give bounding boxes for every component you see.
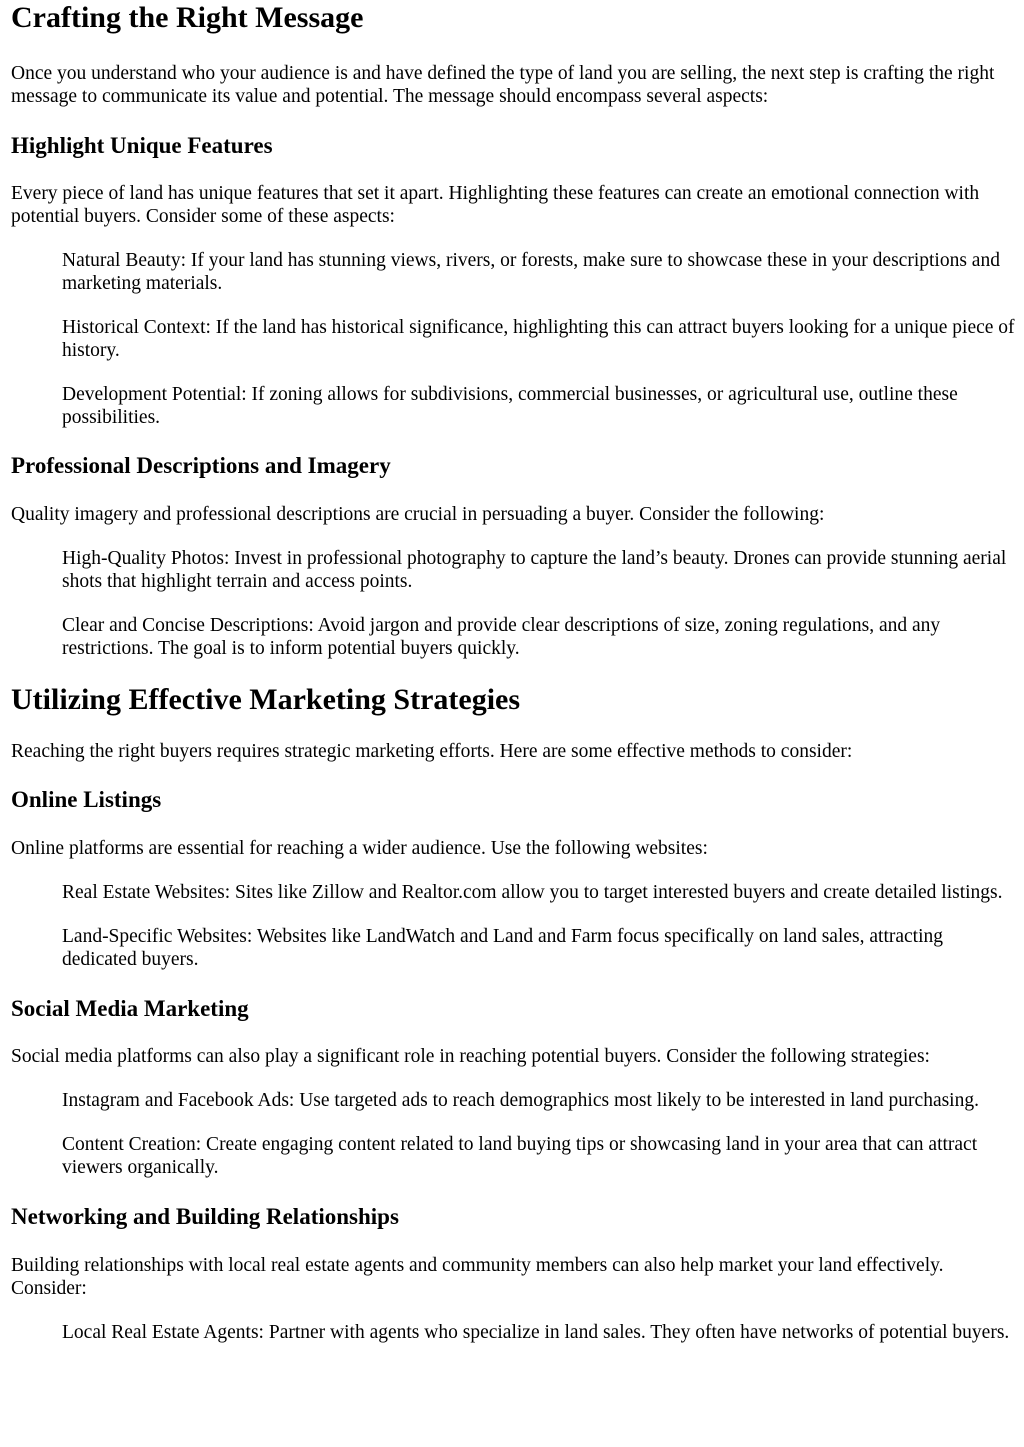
article-content bbox=[0, 1, 1024, 1344]
paragraph-professional-descriptions: Quality imagery and professional descriptions are crucial in persuading a buyer. Consider the following: bbox=[11, 504, 825, 525]
paragraph-online-listings: Online platforms are essential for reaching a wider audience. Use the following websites: bbox=[11, 838, 708, 859]
list-item-historical-context: Historical Context: If the land has historical significance, highlighting this can attract buyers looking for a unique piece of history. bbox=[62, 317, 1015, 361]
list-item-development-potential: Development Potential: If zoning allows for subdivisions, commercial businesses, or agricultural use, outline these possibilities. bbox=[62, 384, 958, 428]
list-item-natural-beauty: Natural Beauty: If your land has stunning views, rivers, or forests, make sure to showcase these in your descriptions and marketing materials. bbox=[62, 250, 1000, 294]
paragraph-networking: Building relationships with local real estate agents and community members can also help market your land effectively. Consider: bbox=[11, 1255, 944, 1299]
section-heading-crafting: Crafting the Right Message bbox=[11, 1, 364, 34]
subheading-social-media: Social Media Marketing bbox=[11, 996, 249, 1021]
subheading-online-listings: Online Listings bbox=[11, 787, 162, 812]
subheading-unique-features: Highlight Unique Features bbox=[11, 133, 273, 158]
list-item-land-specific-websites: Land-Specific Websites: Websites like LandWatch and Land and Farm focus specifically on land sales, attracting dedicated buyers. bbox=[62, 926, 944, 970]
paragraph-social-media: Social media platforms can also play a significant role in reaching potential buyers. Consider the following strategies: bbox=[11, 1046, 930, 1067]
list-item-local-agents: Local Real Estate Agents: Partner with agents who specialize in land sales. They often have networks of potential buyers. bbox=[62, 1322, 1010, 1343]
subheading-professional-descriptions: Professional Descriptions and Imagery bbox=[11, 453, 391, 478]
list-item-content-creation: Content Creation: Create engaging content related to land buying tips or showcasing land in your area that can attract viewers organically. bbox=[62, 1134, 978, 1178]
list-item-instagram-facebook-ads: Instagram and Facebook Ads: Use targeted ads to reach demographics most likely to be interested in land purchasing. bbox=[62, 1090, 979, 1111]
section-heading-marketing-strategies: Utilizing Effective Marketing Strategies bbox=[11, 683, 521, 716]
list-item-real-estate-websites: Real Estate Websites: Sites like Zillow and Realtor.com allow you to target interested buyers and create detailed listings. bbox=[62, 882, 1003, 903]
list-item-clear-descriptions: Clear and Concise Descriptions: Avoid jargon and provide clear descriptions of size, zoning regulations, and any restrictions. The goal is to inform potential buyers quickly. bbox=[62, 615, 941, 659]
paragraph-unique-features: Every piece of land has unique features that set it apart. Highlighting these features can create an emotional connection with potential buyers. Consider some of these aspects: bbox=[11, 183, 980, 227]
subheading-networking: Networking and Building Relationships bbox=[11, 1204, 399, 1229]
section-intro-crafting: Once you understand who your audience is and have defined the type of land you are selling, the next step is crafting the right message to communicate its value and potential. The message should encompass several aspects: bbox=[11, 63, 995, 107]
list-item-high-quality-photos: High-Quality Photos: Invest in professional photography to capture the land’s beauty. Drones can provide stunning aerial shots that highlight terrain and access points. bbox=[62, 548, 1007, 592]
section-intro-marketing-strategies: Reaching the right buyers requires strategic marketing efforts. Here are some effective methods to consider: bbox=[11, 741, 853, 762]
